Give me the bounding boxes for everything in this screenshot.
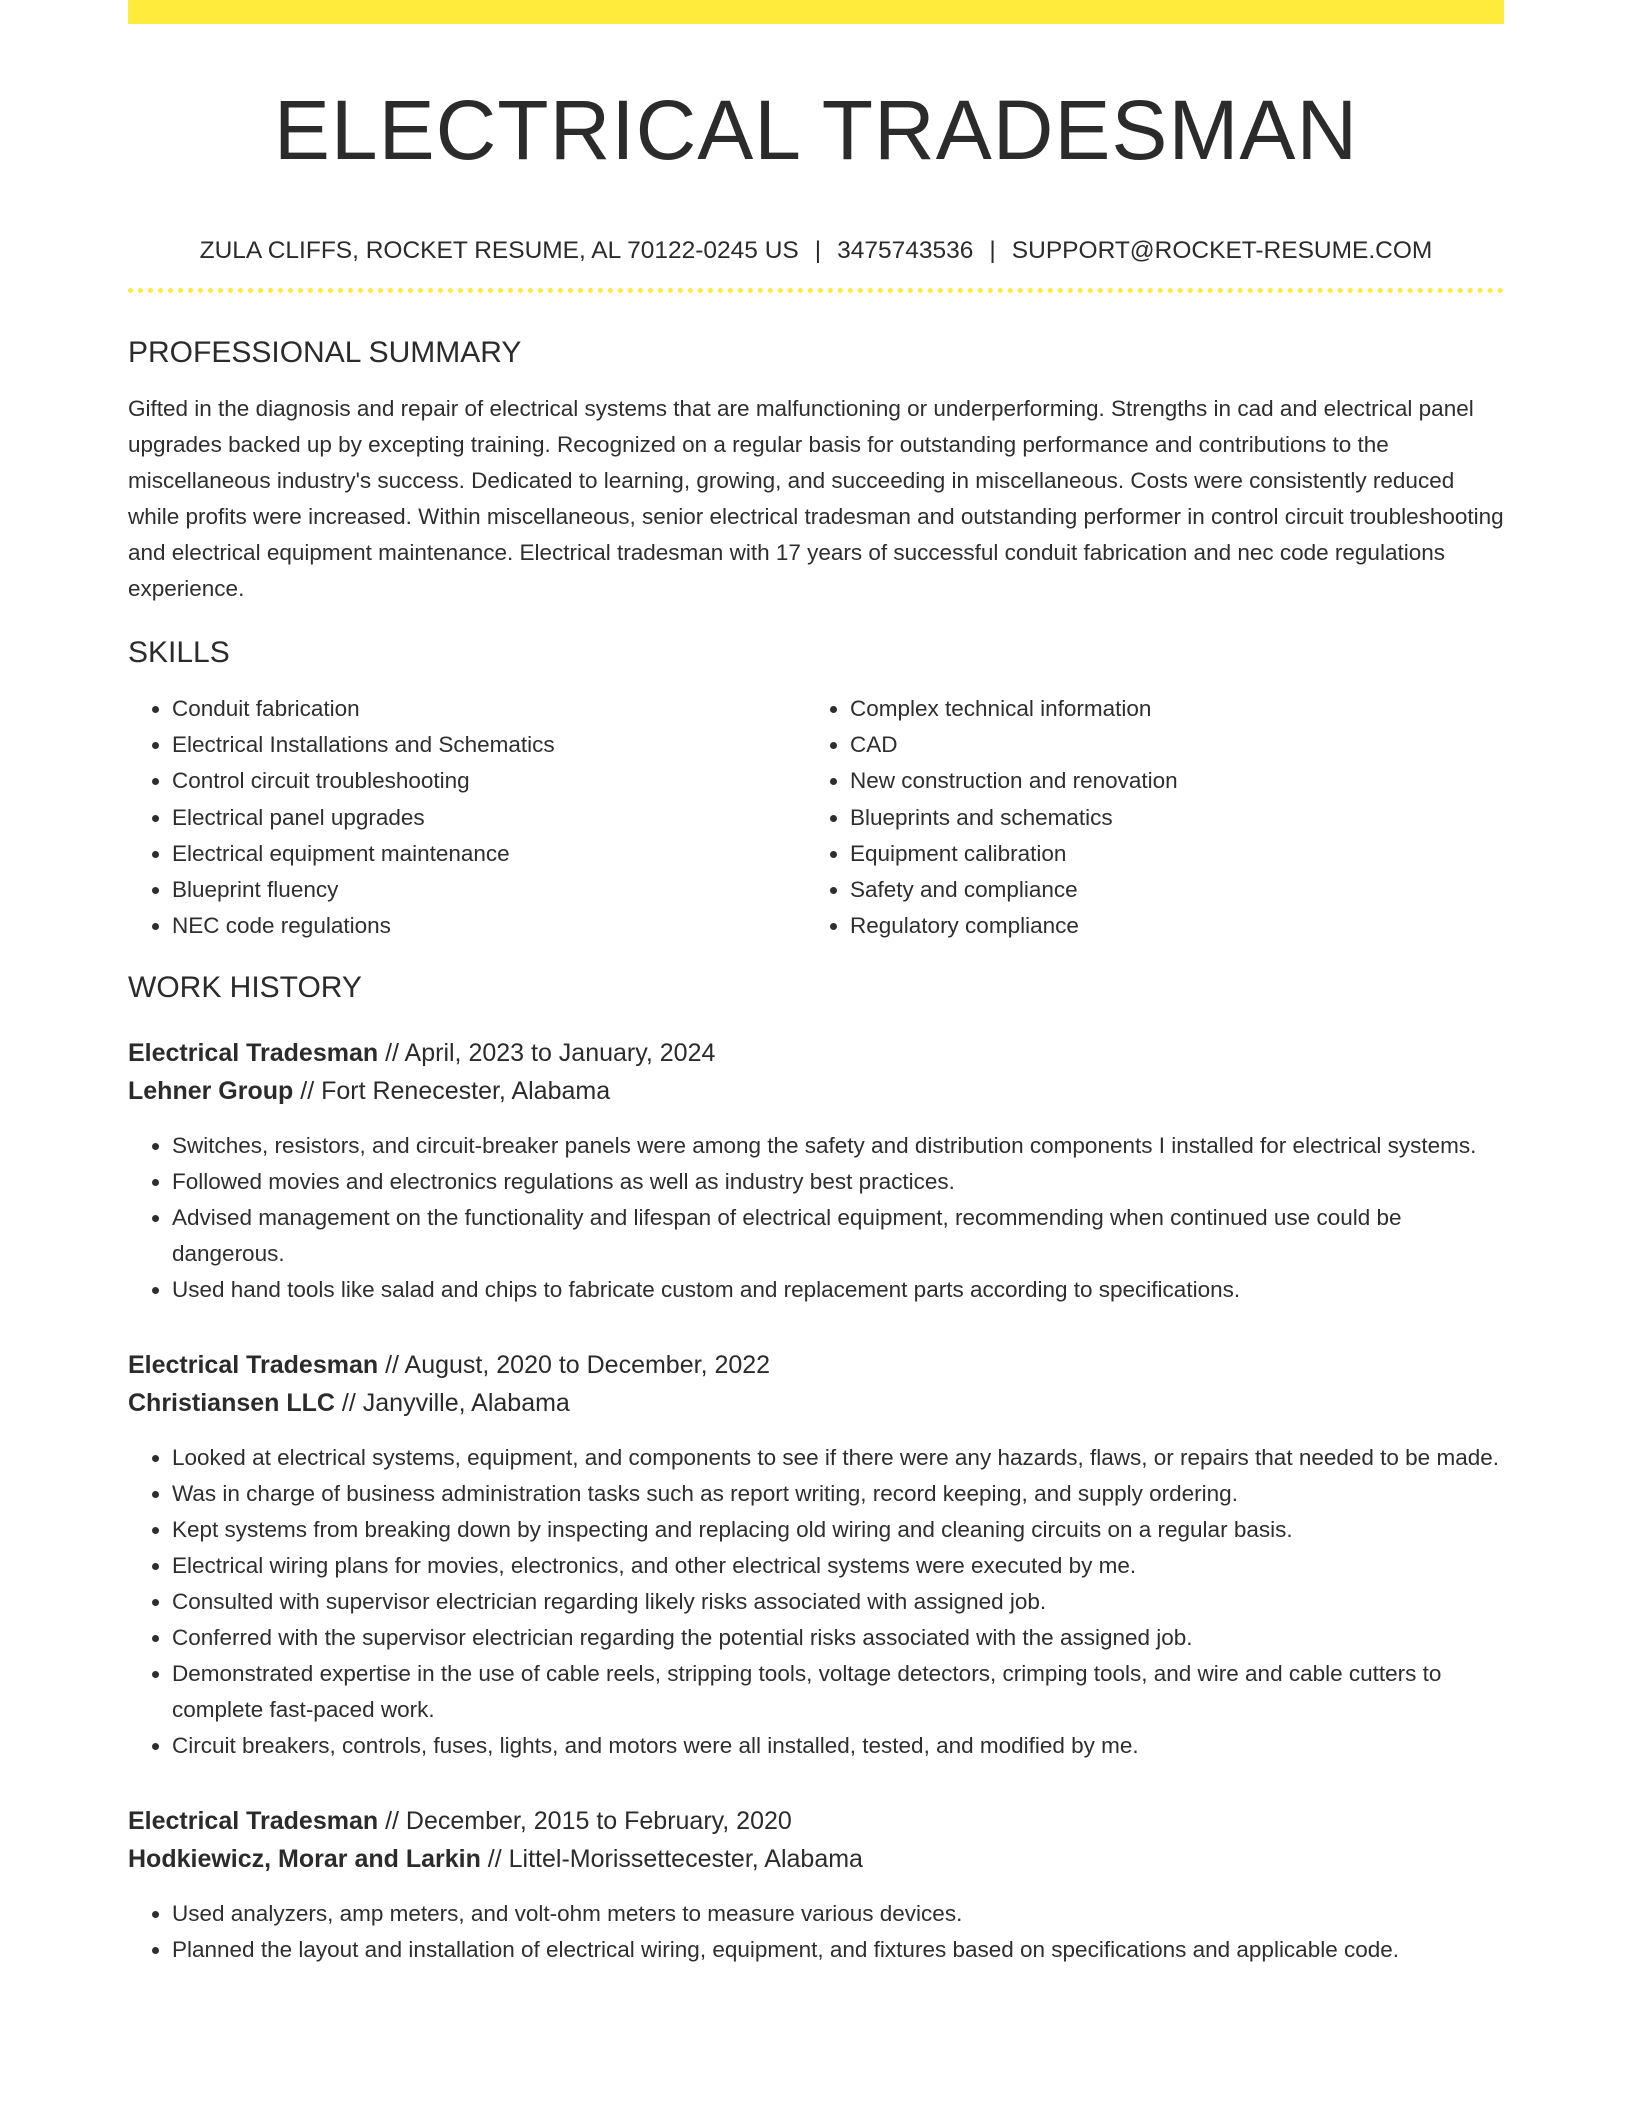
job-bullet: • Switches, resistors, and circuit-breaker panels were among the safety and distribution components I installed for electrical systems. xyxy=(172,1128,1504,1164)
skill-item: • Control circuit troubleshooting xyxy=(172,763,806,799)
contact-separator: | xyxy=(989,237,996,264)
job-role-line xyxy=(128,1802,1504,1840)
job-company-line xyxy=(128,1072,1504,1110)
job-role-line xyxy=(128,1346,1504,1384)
skill-item: • Conduit fabrication xyxy=(172,691,806,727)
job-role: Electrical Tradesman xyxy=(128,1351,379,1380)
job-company: Hodkiewicz, Morar and Larkin xyxy=(128,1845,481,1874)
skill-item: • Blueprints and schematics xyxy=(850,800,1484,836)
job-role: Electrical Tradesman xyxy=(128,1039,379,1068)
job-role: Electrical Tradesman xyxy=(128,1807,379,1836)
section-title-work-history: WORK HISTORY xyxy=(128,971,362,1005)
job-entry xyxy=(128,1034,1504,1308)
job-bullet-list xyxy=(128,1128,1504,1308)
job-bullet: • Used hand tools like salad and chips to fabricate custom and replacement parts according to specifications. xyxy=(172,1272,1504,1308)
contact-email[interactable]: SUPPORT@ROCKET-RESUME.COM xyxy=(1011,237,1433,264)
job-bullet: • Looked at electrical systems, equipment, and components to see if there were any hazards, flaws, or repairs that needed to be made. xyxy=(172,1440,1504,1476)
skills-list-left xyxy=(128,691,806,944)
job-bullet: • Electrical wiring plans for movies, electronics, and other electrical systems were executed by me. xyxy=(172,1548,1504,1584)
job-company-line xyxy=(128,1840,1504,1878)
skill-item: • Safety and compliance xyxy=(850,872,1484,908)
job-company: Christiansen LLC xyxy=(128,1389,335,1418)
job-company-line xyxy=(128,1384,1504,1422)
skill-item: • Regulatory compliance xyxy=(850,908,1484,944)
job-bullet: • Was in charge of business administration tasks such as report writing, record keeping, and supply ordering. xyxy=(172,1476,1504,1512)
job-bullet: • Followed movies and electronics regulations as well as industry best practices. xyxy=(172,1164,1504,1200)
job-bullet-list xyxy=(128,1896,1504,1968)
job-bullet: • Planned the layout and installation of electrical wiring, equipment, and fixtures based on specifications and applicable code. xyxy=(172,1932,1504,1968)
job-bullet: • Advised management on the functionality and lifespan of electrical equipment, recommending when continued use could be dangerous. xyxy=(172,1200,1504,1272)
job-role-line xyxy=(128,1034,1504,1072)
contact-phone[interactable]: 3475743536 xyxy=(837,237,974,264)
skill-item: • Blueprint fluency xyxy=(172,872,806,908)
job-location: // Fort Renecester, Alabama xyxy=(293,1077,611,1106)
dotted-divider xyxy=(128,288,1504,293)
section-title-skills: SKILLS xyxy=(128,636,230,669)
job-dates: // April, 2023 to January, 2024 xyxy=(378,1039,716,1068)
contact-address: ZULA CLIFFS, ROCKET RESUME, AL 70122-0245 US xyxy=(199,237,799,264)
job-location: // Janyville, Alabama xyxy=(334,1389,570,1418)
skills-columns xyxy=(128,691,1504,944)
contact-line xyxy=(128,234,1504,268)
summary-text: Gifted in the diagnosis and repair of electrical systems that are malfunctioning or underperforming. Strengths in cad and electrical panel upgrades backed up by excepting training. Recognized on a regular basis for outstanding performance and contributions to the miscellaneous industry's success. Dedicated to learning, growing, and succeeding in miscellaneous. Costs were consistently reduced while profits were increased. Within miscellaneous, senior electrical tradesman and outstanding performer in control circuit troubleshooting and electrical equipment maintenance. Electrical tradesman with 17 years of successful conduit fabrication and nec code regulations experience. xyxy=(128,396,1504,601)
job-dates: // December, 2015 to February, 2020 xyxy=(378,1807,792,1836)
resume-name: ELECTRICAL TRADESMAN xyxy=(273,83,1359,177)
resume-page xyxy=(128,0,1504,1968)
skill-item: • NEC code regulations xyxy=(172,908,806,944)
contact-separator: | xyxy=(814,237,822,264)
job-location: // Littel-Morissettecester, Alabama xyxy=(480,1845,863,1874)
job-bullet: • Consulted with supervisor electrician regarding likely risks associated with assigned job. xyxy=(172,1584,1504,1620)
top-accent-bar xyxy=(128,0,1504,24)
job-bullet: • Demonstrated expertise in the use of cable reels, stripping tools, voltage detectors, crimping tools, and wire and cable cutters to complete fast-paced work. xyxy=(172,1656,1504,1728)
skill-item: • CAD xyxy=(850,727,1484,763)
skill-item: • Equipment calibration xyxy=(850,836,1484,872)
job-bullet: • Used analyzers, amp meters, and volt-ohm meters to measure various devices. xyxy=(172,1896,1504,1932)
job-bullet: • Conferred with the supervisor electrician regarding the potential risks associated with the assigned job. xyxy=(172,1620,1504,1656)
skill-item: • Electrical panel upgrades xyxy=(172,800,806,836)
section-title-summary: PROFESSIONAL SUMMARY xyxy=(128,336,522,369)
skill-item: • Complex technical information xyxy=(850,691,1484,727)
job-entry xyxy=(128,1346,1504,1764)
skills-list-right xyxy=(806,691,1484,944)
job-bullet: • Circuit breakers, controls, fuses, lights, and motors were all installed, tested, and modified by me. xyxy=(172,1728,1504,1764)
skill-item: • Electrical equipment maintenance xyxy=(172,836,806,872)
job-company: Lehner Group xyxy=(128,1077,294,1106)
job-bullet: • Kept systems from breaking down by inspecting and replacing old wiring and cleaning circuits on a regular basis. xyxy=(172,1512,1504,1548)
skill-item: • Electrical Installations and Schematics xyxy=(172,727,806,763)
job-entry xyxy=(128,1802,1504,1968)
job-dates: // August, 2020 to December, 2022 xyxy=(378,1351,771,1380)
job-bullet-list xyxy=(128,1440,1504,1764)
skill-item: • New construction and renovation xyxy=(850,763,1484,799)
